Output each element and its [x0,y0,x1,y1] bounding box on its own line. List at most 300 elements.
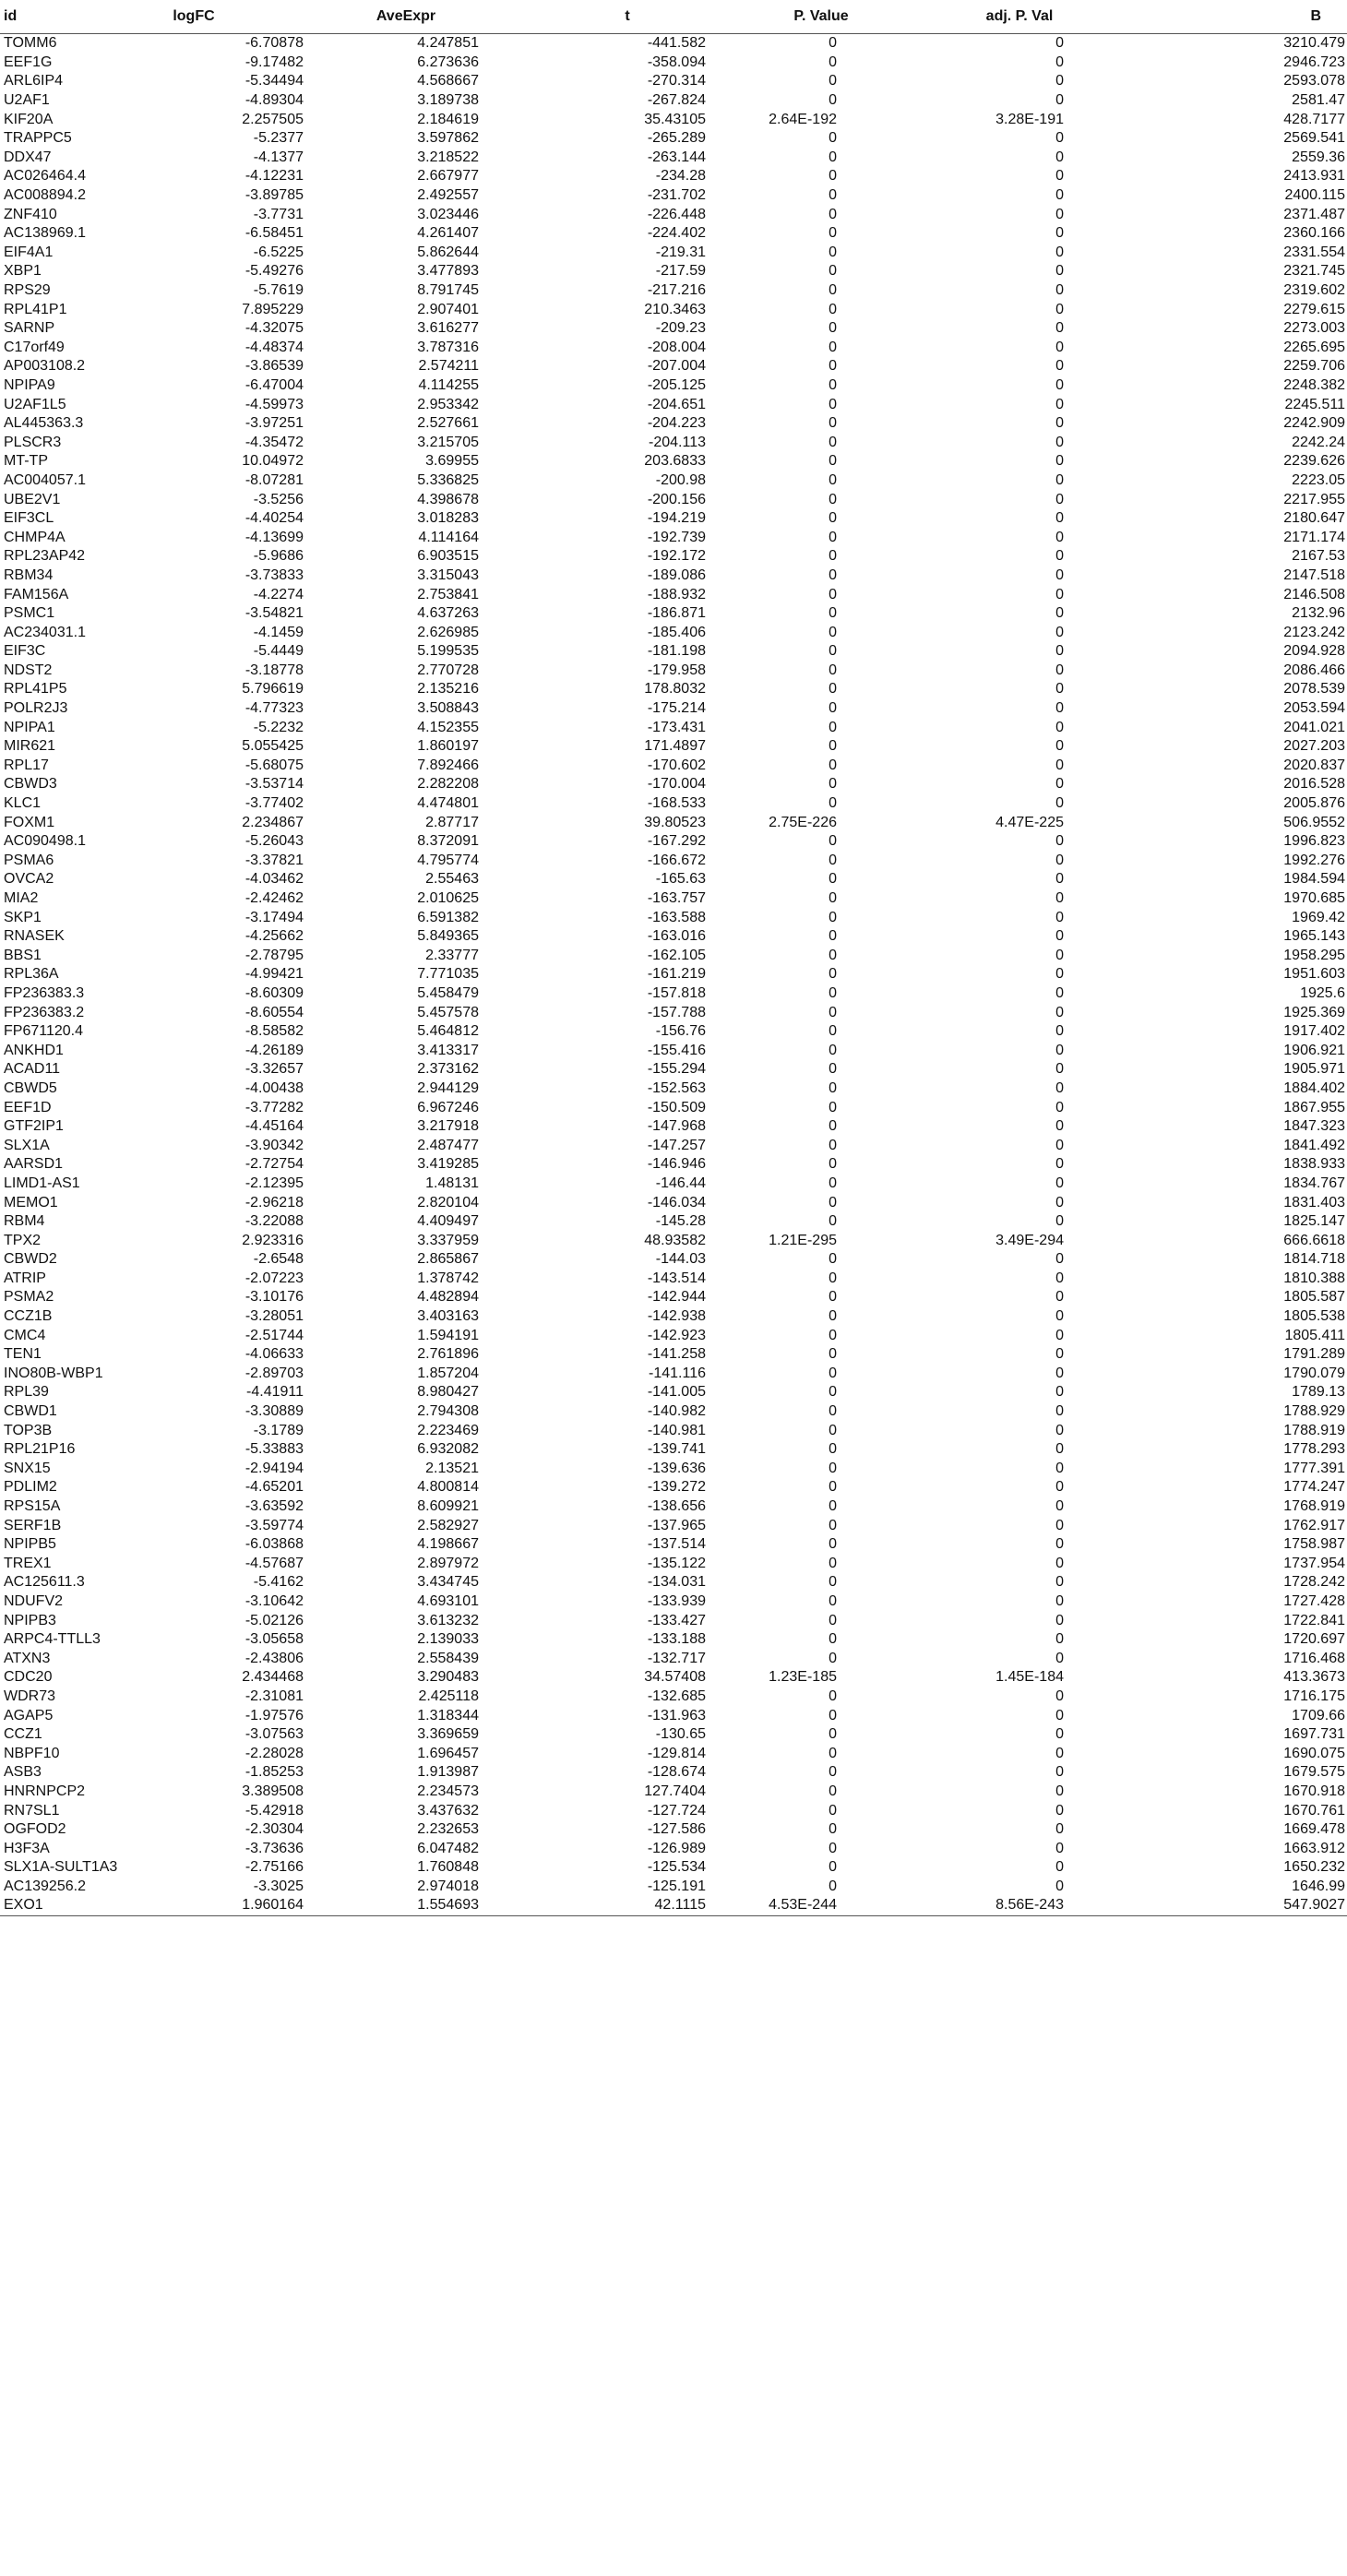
cell-t: -127.724 [647,1802,706,1819]
cell-p-value: 0 [828,1840,837,1856]
cell-aveexpr: 3.189738 [417,92,479,109]
cell-b: 1831.403 [1283,1194,1345,1210]
cell-logfc: -3.3025 [253,1878,304,1894]
cell-p-value: 0 [828,643,837,660]
cell-aveexpr: 3.369659 [417,1726,479,1743]
cell-t: -207.004 [647,358,706,375]
table-row [0,775,1347,794]
cell-b: 2319.602 [1283,282,1345,299]
table-row [0,34,1347,54]
cell-logfc: -5.26043 [244,833,304,850]
cell-b: 1722.841 [1283,1612,1345,1628]
cell-p-value: 0 [828,1403,837,1420]
table-row [0,927,1347,947]
cell-id: RPL23AP42 [4,548,86,565]
cell-adj-p-val: 0 [1055,1764,1064,1781]
cell-t: -358.094 [647,54,706,70]
cell-adj-p-val: 0 [1055,1061,1064,1078]
cell-b: 2005.876 [1283,795,1345,812]
cell-aveexpr: 2.770728 [417,662,479,678]
cell-aveexpr: 2.55463 [425,871,479,888]
cell-aveexpr: 1.860197 [417,738,479,755]
cell-aveexpr: 3.218522 [417,149,479,165]
table-row [0,604,1347,624]
table-row [0,1041,1347,1060]
cell-id: RPS15A [4,1498,61,1515]
cell-adj-p-val: 0 [1055,700,1064,717]
cell-id: OGFOD2 [4,1821,66,1838]
cell-b: 2223.05 [1292,471,1345,488]
cell-aveexpr: 2.558439 [417,1650,479,1666]
cell-id: CCZ1 [4,1726,42,1743]
cell-t: -156.76 [655,1023,706,1040]
cell-aveexpr: 3.477893 [417,263,479,280]
cell-b: 1867.955 [1283,1099,1345,1115]
cell-b: 1791.289 [1283,1346,1345,1363]
cell-b: 2331.554 [1283,244,1345,260]
cell-adj-p-val: 0 [1055,1023,1064,1040]
cell-p-value: 0 [828,1764,837,1781]
cell-aveexpr: 3.616277 [417,320,479,337]
cell-id: AC139256.2 [4,1878,86,1894]
table-row [0,852,1347,871]
cell-logfc: -3.59774 [244,1517,304,1533]
cell-adj-p-val: 0 [1055,510,1064,527]
cell-id: FOXM1 [4,814,55,830]
cell-p-value: 0 [828,776,837,793]
cell-logfc: -4.89304 [244,92,304,109]
cell-aveexpr: 3.69955 [425,453,479,470]
cell-aveexpr: 1.696457 [417,1745,479,1761]
cell-b: 2217.955 [1283,491,1345,507]
cell-id: RPL41P1 [4,301,67,317]
cell-id: HNRNPCP2 [4,1783,86,1799]
cell-b: 2147.518 [1283,566,1345,583]
table-row [0,1365,1347,1384]
cell-p-value: 0 [828,1023,837,1040]
cell-logfc: -5.2232 [253,719,304,735]
table-row [0,1079,1347,1099]
cell-p-value: 0 [828,871,837,888]
cell-adj-p-val: 4.47E-225 [995,814,1064,830]
cell-b: 506.9552 [1283,814,1345,830]
cell-p-value: 0 [828,1308,837,1325]
cell-b: 2180.647 [1283,510,1345,527]
cell-b: 1789.13 [1292,1384,1345,1401]
table-row [0,1270,1347,1289]
cell-adj-p-val: 1.45E-184 [995,1669,1064,1686]
table-row [0,1383,1347,1402]
cell-p-value: 0 [828,206,837,222]
cell-adj-p-val: 0 [1055,130,1064,147]
cell-t: -142.944 [647,1289,706,1306]
cell-logfc: -5.49276 [244,263,304,280]
cell-aveexpr: 5.458479 [417,984,479,1001]
cell-id: EXO1 [0,1896,143,1915]
cell-adj-p-val: 0 [1055,1726,1064,1743]
cell-id: EIF4A1 [4,244,54,260]
cell-logfc: -3.89785 [244,187,304,204]
cell-logfc: -8.60554 [244,1004,304,1020]
cell-t: 210.3463 [644,301,706,317]
cell-aveexpr: 5.849365 [417,928,479,945]
cell-b: 2242.24 [1292,434,1345,450]
cell-p-value: 0 [828,510,837,527]
cell-id: SLX1A [4,1137,50,1153]
cell-p-value: 0 [828,1137,837,1153]
cell-id: RPL21P16 [4,1441,76,1458]
cell-adj-p-val: 0 [1055,662,1064,678]
cell-p-value: 0 [828,376,837,393]
table-row [0,167,1347,186]
cell-p-value: 1.23E-185 [769,1669,837,1686]
cell-aveexpr: 8.372091 [417,833,479,850]
table-row [0,72,1347,91]
cell-t: 48.93582 [644,1232,706,1248]
cell-logfc: -3.90342 [244,1137,304,1153]
cell-id: PLSCR3 [4,434,62,450]
cell-aveexpr: 4.247851 [417,35,479,52]
cell-logfc: -2.72754 [244,1156,304,1173]
cell-aveexpr: 5.457578 [417,1004,479,1020]
cell-aveexpr: 3.613232 [417,1612,479,1628]
table-row [0,395,1347,414]
cell-aveexpr: 4.198667 [417,1536,479,1553]
cell-adj-p-val: 0 [1055,1042,1064,1058]
cell-aveexpr: 2.974018 [417,1878,479,1894]
cell-id: BBS1 [4,947,42,963]
cell-logfc: -5.02126 [244,1612,304,1628]
cell-adj-p-val: 3.28E-191 [995,111,1064,127]
table-row [0,1175,1347,1194]
cell-aveexpr: 2.944129 [417,1079,479,1096]
cell-p-value: 0 [828,947,837,963]
table-row [0,1345,1347,1365]
cell-t: 203.6833 [644,453,706,470]
cell-aveexpr: 5.862644 [417,244,479,260]
cell-t: -162.105 [647,947,706,963]
cell-id: TOMM6 [4,35,57,52]
cell-id: RPL41P5 [4,681,67,698]
table-row [0,1783,1347,1802]
cell-aveexpr: 4.409497 [417,1213,479,1230]
cell-logfc: -4.2274 [253,586,304,602]
table-row [0,490,1347,509]
cell-p-value: 0 [828,681,837,698]
table-row [0,1516,1347,1535]
cell-adj-p-val: 0 [1055,358,1064,375]
cell-t: -208.004 [647,339,706,355]
cell-aveexpr: 1.857204 [417,1365,479,1381]
cell-b: 1716.468 [1283,1650,1345,1666]
cell-t: -140.981 [647,1422,706,1438]
cell-t: -137.965 [647,1517,706,1533]
cell-id: ANKHD1 [4,1042,64,1058]
cell-aveexpr: 2.184619 [417,111,479,127]
cell-aveexpr: 3.403163 [417,1308,479,1325]
table-row [0,1421,1347,1440]
cell-logfc: -5.9686 [253,548,304,565]
cell-adj-p-val: 0 [1055,947,1064,963]
cell-b: 1709.66 [1292,1707,1345,1723]
cell-t: -143.514 [647,1270,706,1286]
cell-p-value: 0 [828,1574,837,1591]
cell-logfc: -3.17494 [244,909,304,925]
cell-aveexpr: 5.199535 [417,643,479,660]
cell-p-value: 0 [828,1592,837,1609]
cell-t: -155.416 [647,1042,706,1058]
cell-logfc: 1.960164 [143,1896,337,1915]
cell-id: NPIPB5 [4,1536,56,1553]
cell-b: 1737.954 [1283,1555,1345,1571]
cell-p-value: 0 [828,586,837,602]
cell-t: -130.65 [655,1726,706,1743]
cell-logfc: -3.10176 [244,1289,304,1306]
cell-p-value: 0 [828,1327,837,1343]
cell-adj-p-val: 0 [1055,92,1064,109]
table-row [0,262,1347,281]
table-row [0,1307,1347,1327]
cell-adj-p-val: 0 [1055,1479,1064,1496]
table-row [0,1763,1347,1783]
cell-logfc: 10.04972 [242,453,304,470]
header-adj-p-val: adj. P. Val [918,0,1121,34]
cell-logfc: -2.78795 [244,947,304,963]
cell-aveexpr: 3.508843 [417,700,479,717]
cell-b: 1697.731 [1283,1726,1345,1743]
cell-t: -200.98 [655,471,706,488]
cell-p-value: 0 [828,1289,837,1306]
cell-aveexpr: 2.223469 [417,1422,479,1438]
table-row [0,1326,1347,1345]
cell-b: 2321.745 [1283,263,1345,280]
cell-aveexpr: 6.967246 [417,1099,479,1115]
cell-logfc: -3.10642 [244,1592,304,1609]
cell-id: TPX2 [4,1232,42,1248]
cell-p-value: 0 [828,282,837,299]
cell-aveexpr: 3.437632 [417,1802,479,1819]
cell-b: 1805.538 [1283,1308,1345,1325]
cell-logfc: -2.07223 [244,1270,304,1286]
table-row [0,642,1347,662]
cell-logfc: 2.257505 [242,111,304,127]
cell-t: -141.005 [647,1384,706,1401]
cell-aveexpr: 6.932082 [417,1441,479,1458]
cell-id: NDST2 [4,662,53,678]
cell-b: 1825.147 [1283,1213,1345,1230]
cell-t: -128.674 [647,1764,706,1781]
cell-id: CBWD3 [4,776,57,793]
cell-id: FAM156A [4,586,69,602]
cell-adj-p-val: 0 [1055,1574,1064,1591]
cell-p-value: 2.64E-192 [769,111,837,127]
cell-id: ATRIP [4,1270,46,1286]
cell-t: -217.59 [655,263,706,280]
cell-adj-p-val: 0 [1055,1422,1064,1438]
cell-b: 2248.382 [1283,376,1345,393]
table-row [0,452,1347,471]
cell-p-value: 0 [828,244,837,260]
cell-b: 1834.767 [1283,1175,1345,1191]
cell-t: -132.685 [647,1688,706,1704]
cell-adj-p-val: 0 [1055,1004,1064,1020]
cell-aveexpr: 2.865867 [417,1251,479,1268]
table-row [0,1478,1347,1497]
table-row [0,947,1347,966]
cell-id: ATXN3 [4,1650,51,1666]
cell-p-value: 0 [828,1422,837,1438]
cell-aveexpr: 1.318344 [417,1707,479,1723]
cell-aveexpr: 4.800814 [417,1479,479,1496]
cell-b: 2265.695 [1283,339,1345,355]
cell-b: 2016.528 [1283,776,1345,793]
cell-aveexpr: 2.626985 [417,624,479,640]
cell-p-value: 0 [828,1118,837,1135]
cell-adj-p-val: 0 [1055,909,1064,925]
cell-p-value: 0 [828,1878,837,1894]
table-row [0,1592,1347,1612]
cell-t: -234.28 [655,168,706,185]
cell-logfc: -3.07563 [244,1726,304,1743]
cell-adj-p-val: 0 [1055,529,1064,545]
table-row [0,1535,1347,1555]
cell-p-value: 0 [828,358,837,375]
cell-b: 1679.575 [1283,1764,1345,1781]
cell-aveexpr: 5.336825 [417,471,479,488]
cell-t: -224.402 [647,225,706,242]
header-b: B [1121,0,1347,34]
cell-aveexpr: 7.892466 [417,757,479,773]
header-t: t [530,0,724,34]
cell-id: KLC1 [4,795,42,812]
cell-aveexpr: 4.114164 [418,529,479,545]
cell-p-value: 0 [828,1745,837,1761]
cell-p-value: 0 [828,1061,837,1078]
cell-logfc: -5.7619 [253,282,304,299]
cell-aveexpr: 4.637263 [417,605,479,622]
cell-adj-p-val: 0 [1055,1821,1064,1838]
table-row [0,1288,1347,1307]
cell-adj-p-val: 0 [1055,1688,1064,1704]
table-row [0,1250,1347,1270]
cell-logfc: -3.5256 [253,491,304,507]
cell-t: -192.172 [647,548,706,565]
cell-b: 1814.718 [1283,1251,1345,1268]
table-row [0,1555,1347,1574]
cell-p-value: 0 [828,263,837,280]
cell-adj-p-val: 0 [1055,206,1064,222]
table-row [0,547,1347,566]
cell-logfc: -4.45164 [244,1118,304,1135]
cell-logfc: -6.03868 [244,1536,304,1553]
cell-logfc: 2.434468 [242,1669,304,1686]
cell-p-value: 0 [828,320,837,337]
table-row [0,585,1347,604]
cell-aveexpr: 6.591382 [417,909,479,925]
table-row [0,699,1347,719]
cell-p-value: 0 [828,1859,837,1876]
cell-t: -163.016 [647,928,706,945]
cell-adj-p-val: 0 [1055,1137,1064,1153]
cell-logfc: -3.54821 [244,605,304,622]
cell-adj-p-val: 0 [1055,415,1064,432]
cell-t: -167.292 [647,833,706,850]
cell-t: -139.741 [647,1441,706,1458]
cell-p-value: 0 [828,966,837,983]
cell-id: RBM34 [4,566,54,583]
cell-logfc: -4.40254 [244,510,304,527]
cell-adj-p-val: 0 [1055,1156,1064,1173]
cell-logfc: -4.35472 [244,434,304,450]
cell-t: 35.43105 [644,111,706,127]
cell-id: MIR621 [4,738,56,755]
cell-adj-p-val: 0 [1055,1403,1064,1420]
cell-logfc: -3.1789 [253,1422,304,1438]
cell-b: 1925.6 [1300,984,1345,1001]
cell-t: -157.818 [647,984,706,1001]
cell-p-value: 0 [828,890,837,907]
cell-p-value: 0 [828,738,837,755]
cell-p-value: 0 [828,1346,837,1363]
cell-adj-p-val: 0 [1055,35,1064,52]
cell-aveexpr: 8.609921 [417,1498,479,1515]
cell-p-value: 0 [828,1079,837,1096]
cell-logfc: 5.796619 [242,681,304,698]
cell-adj-p-val: 0 [1055,966,1064,983]
cell-logfc: -3.05658 [244,1631,304,1648]
cell-logfc: -6.58451 [244,225,304,242]
cell-aveexpr: 8.791745 [417,282,479,299]
cell-id: OVCA2 [4,871,54,888]
cell-p-value: 0 [828,1517,837,1533]
cell-p-value: 0 [828,662,837,678]
cell-aveexpr: 2.753841 [417,586,479,602]
cell-b: 1727.428 [1283,1592,1345,1609]
cell-b: 1758.987 [1283,1536,1345,1553]
table-row [0,1231,1347,1250]
cell-b: 2593.078 [1283,73,1345,89]
cell-aveexpr: 3.597862 [417,130,479,147]
cell-aveexpr: 3.337959 [417,1232,479,1248]
cell-aveexpr: 4.474801 [417,795,479,812]
cell-b: 1925.369 [1283,1004,1345,1020]
cell-b: 2171.174 [1283,529,1345,545]
cell-t: -231.702 [647,187,706,204]
cell-adj-p-val: 0 [1055,1498,1064,1515]
cell-adj-p-val: 0 [1055,1251,1064,1268]
cell-p-value: 0 [828,566,837,583]
cell-b: 1810.388 [1283,1270,1345,1286]
cell-t: 34.57408 [644,1669,706,1686]
cell-id: C17orf49 [4,339,65,355]
cell-id: CHMP4A [4,529,66,545]
cell-id: ARL6IP4 [4,73,64,89]
table-row [0,1155,1347,1175]
cell-adj-p-val: 0 [1055,1079,1064,1096]
cell-id: SARNP [4,320,55,337]
cell-aveexpr: 2.87717 [425,814,479,830]
cell-aveexpr: 4.693101 [417,1592,479,1609]
cell-logfc: -2.75166 [244,1859,304,1876]
cell-adj-p-val: 0 [1055,890,1064,907]
table-row [0,54,1347,73]
cell-t: -204.223 [647,415,706,432]
table-row [0,832,1347,852]
cell-t: -194.219 [647,510,706,527]
cell-t: -163.588 [647,909,706,925]
cell-adj-p-val: 0 [1055,719,1064,735]
cell-t: -226.448 [647,206,706,222]
